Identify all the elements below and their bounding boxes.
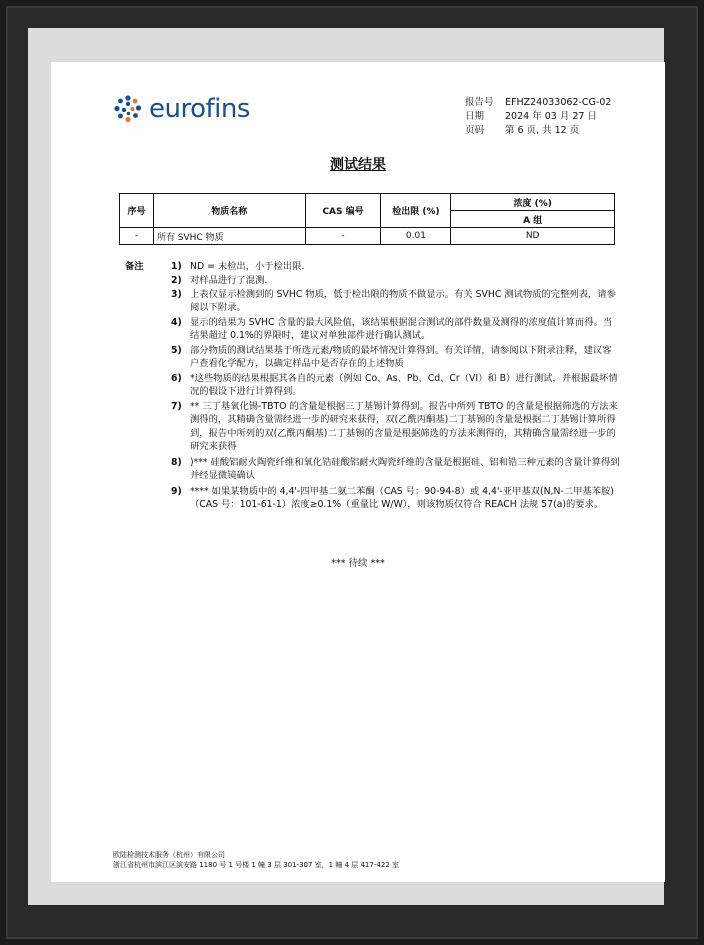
cell-limit: 0.01 xyxy=(381,228,451,245)
note-number: 6) xyxy=(171,373,182,384)
header-concentration: 浓度 (%) xyxy=(451,194,615,211)
cell-result: ND xyxy=(451,228,615,245)
header-group: A 组 xyxy=(451,211,615,228)
results-table xyxy=(119,193,615,245)
note-text: 部分物质的测试结果基于所选元素/物质的最坏情况计算得到。有关详情，请参阅以下附录注释，建议客户查看化学配方，以确定样品中是否存在的上述物质 xyxy=(190,345,612,370)
header-cas: CAS 编号 xyxy=(305,194,381,228)
eurofins-logo xyxy=(113,92,250,126)
header-no: 序号 xyxy=(120,194,154,228)
report-date-row xyxy=(465,110,611,124)
report-number-value: EFHZ24033062-CG-02 xyxy=(505,97,612,108)
page-footer xyxy=(113,850,399,870)
note-text: ** 三丁基氧化锡-TBTO 的含量是根据三丁基锡计算得到。报告中所列 TBTO 的含量是根据筛选的方法来测得的，其精确含量需经进一步的研究来获得，双(乙酰丙酮基)二丁基锡的含量是根据二丁基锡计算所得到，报告中所列的双(乙酰丙酮基)二丁基锡的含量是根据筛选的方法来测得的，其精确含量需经进一步的研究来获得 xyxy=(190,401,618,452)
note-text: 对样品进行了混测. xyxy=(190,275,268,286)
logo-text: eurofins xyxy=(149,94,250,124)
report-meta xyxy=(465,96,611,138)
cell-substance: 所有 SVHC 物质 xyxy=(153,228,305,245)
note-number: 7) xyxy=(171,401,182,412)
note-text: ND = 未检出，小于检出限. xyxy=(190,261,305,272)
cell-cas: - xyxy=(305,228,381,245)
note-number: 4) xyxy=(171,317,182,328)
note-text: **** 如果某物质中的 4,4'-四甲基二氨二苯酮（CAS 号：90-94-8）或 4,4'-亚甲基双(N,N-二甲基苯胺)（CAS 号：101-61-1）浓度≥0.1%（重量比 W/W），则该物质仅符合 REACH 法规 57(a)的要求。 xyxy=(190,486,614,511)
report-date-value: 2024 年 03 月 27 日 xyxy=(505,111,597,122)
note-number: 3) xyxy=(171,289,182,300)
note-number: 8) xyxy=(171,457,182,468)
report-date-label: 日期 xyxy=(465,111,485,122)
note-number: 9) xyxy=(171,486,182,497)
report-number-row xyxy=(465,96,611,110)
note-number: 2) xyxy=(171,275,182,286)
continued-mark: *** 待续 *** xyxy=(331,558,385,569)
notes-label: 备注 xyxy=(125,261,144,272)
footer-company: 欧陆检测技术服务（杭州）有限公司 xyxy=(113,851,225,859)
cell-no: - xyxy=(120,228,154,245)
note-text: 显示的结果为 SVHC 含量的最大风险值，该结果根据混合测试的部件数量及测得的浓度值计算而得。当结果超过 0.1%的界限时，建议对单独部件进行确认测试。 xyxy=(190,317,613,342)
report-number-label: 报告号 xyxy=(465,97,494,108)
table-header-row xyxy=(120,194,615,211)
footer-address: 浙江省杭州市滨江区滨安路 1180 号 1 号楼 1 幢 3 层 301-307 室，1 幢 4 层 417-422 室 xyxy=(113,861,399,869)
header-limit: 检出限 (%) xyxy=(381,194,451,228)
note-number: 5) xyxy=(171,345,182,356)
note-text: *这些物质的结果根据其各自的元素（例如 Co、As、Pb、Cd、Cr（VI）和 B）进行测试，并根据最坏情况的假设下进行计算得到。 xyxy=(190,373,618,398)
table-row xyxy=(120,228,615,245)
page-title: 测试结果 xyxy=(330,157,386,173)
page-number-row xyxy=(465,124,611,138)
header-substance: 物质名称 xyxy=(153,194,305,228)
note-text: )*** 硅酸铝耐火陶瓷纤维和氧化锆硅酸铝耐火陶瓷纤维的含量是根据硅、铝和锆三种元素的含量计算得到并经显微镜确认 xyxy=(190,457,620,482)
document-page xyxy=(51,62,665,882)
note-number: 1) xyxy=(171,261,182,272)
note-text: 上表仅显示检测到的 SVHC 物质，低于检出限的物质不做显示。有关 SVHC 测试物质的完整列表，请参阅以下附录。 xyxy=(190,289,616,314)
page-number-value: 第 6 页, 共 12 页 xyxy=(505,125,580,136)
page-number-label: 页码 xyxy=(465,125,485,136)
eurofins-dots-logo-icon xyxy=(113,94,143,124)
